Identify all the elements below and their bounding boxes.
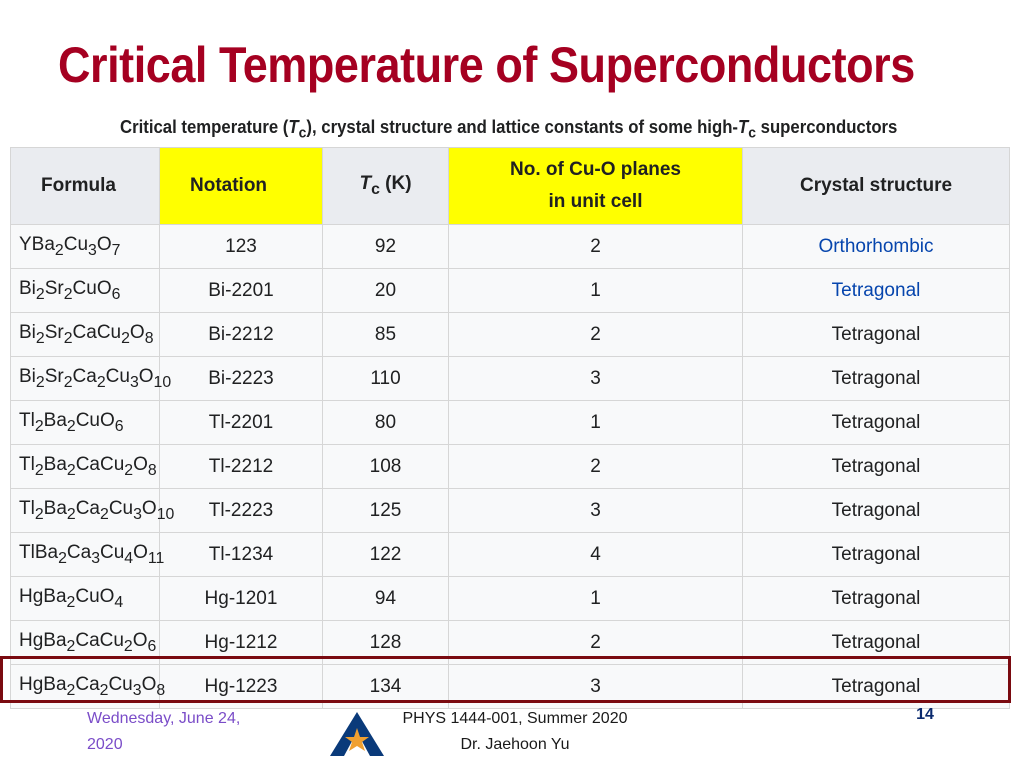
formula-cell: $HgBa_2CaCu_2O_6$ (11, 621, 160, 665)
footer-course-name: PHYS 1444-001, Summer 2020 (402, 710, 628, 727)
planes-cell: 2 (449, 225, 743, 269)
structure-cell: Tetragonal (743, 401, 1010, 445)
notation-cell: Bi-2212 (160, 313, 323, 357)
planes-cell: 3 (449, 665, 743, 709)
table-row (11, 533, 1010, 577)
table-row (11, 269, 1010, 313)
formula-cell: $HgBa_2Ca_2Cu_3O_8$ (11, 665, 160, 709)
university-logo-icon (330, 712, 384, 756)
tc-cell: 122 (323, 533, 449, 577)
notation-cell: 123 (160, 225, 323, 269)
notation-cell: Tl-1234 (160, 533, 323, 577)
structure-cell: Tetragonal (743, 489, 1010, 533)
notation-cell: Hg-1223 (160, 665, 323, 709)
planes-cell: 2 (449, 445, 743, 489)
table-caption: Critical temperature $(T_c)$, crystal structure and lattice constants of some high-$T_c$ superconductors (120, 117, 898, 142)
tc-cell: 128 (323, 621, 449, 665)
notation-cell: Tl-2223 (160, 489, 323, 533)
tc-cell: 125 (323, 489, 449, 533)
table-row (11, 357, 1010, 401)
tc-cell: 110 (323, 357, 449, 401)
tc-cell: 20 (323, 269, 449, 313)
structure-cell: Tetragonal (743, 533, 1010, 577)
tc-cell: 108 (323, 445, 449, 489)
table-row (11, 577, 1010, 621)
header-tc: $T_c$ (K) (323, 148, 449, 225)
planes-cell: 2 (449, 313, 743, 357)
formula-cell: $Bi_2Sr_2CuO_6$ (11, 269, 160, 313)
structure-cell: Tetragonal (743, 357, 1010, 401)
structure-cell: Tetragonal (743, 445, 1010, 489)
formula-cell: $Bi_2Sr_2Ca_2Cu_3O_{10}$ (11, 357, 160, 401)
header-formula: Formula (11, 148, 160, 225)
header-planes: No. of Cu-O planes in unit cell (449, 148, 743, 225)
notation-cell: Hg-1212 (160, 621, 323, 665)
footer-course (390, 706, 640, 758)
planes-cell: 1 (449, 401, 743, 445)
formula-cell: HgBa$_2$CuO$_4$ (11, 577, 160, 621)
page-number: 14 (916, 706, 934, 723)
formula-cell: $Bi_2Sr_2CaCu_2O_8$ (11, 313, 160, 357)
structure-cell: Tetragonal (743, 313, 1010, 357)
structure-cell: Tetragonal (743, 577, 1010, 621)
table-row (11, 445, 1010, 489)
tc-cell: 85 (323, 313, 449, 357)
notation-cell: Bi-2223 (160, 357, 323, 401)
tc-cell: 94 (323, 577, 449, 621)
formula-cell: $TlBa_2Ca_3Cu_4O_{11}$ (11, 533, 160, 577)
notation-cell: Tl-2201 (160, 401, 323, 445)
table-row (11, 401, 1010, 445)
structure-cell[interactable]: Orthorhombic (743, 225, 1010, 269)
footer-instructor: Dr. Jaehoon Yu (460, 736, 570, 753)
table-body (11, 225, 1010, 709)
table-row (11, 621, 1010, 665)
header-notation: Notation (160, 148, 323, 225)
planes-cell: 4 (449, 533, 743, 577)
structure-cell[interactable]: Tetragonal (743, 269, 1010, 313)
table-container (10, 147, 1009, 709)
notation-cell: Tl-2212 (160, 445, 323, 489)
structure-cell: Tetragonal (743, 621, 1010, 665)
table-row (11, 225, 1010, 269)
formula-cell: $Tl_2Ba_2Ca_2Cu_3O_{10}$ (11, 489, 160, 533)
tc-cell: 80 (323, 401, 449, 445)
planes-cell: 3 (449, 357, 743, 401)
planes-cell: 1 (449, 269, 743, 313)
header-structure: Crystal structure (743, 148, 1010, 225)
formula-cell: $Tl_2Ba_2CuO_6$ (11, 401, 160, 445)
structure-cell: Tetragonal (743, 665, 1010, 709)
table-row (11, 313, 1010, 357)
footer-date: Wednesday, June 24, 2020 (87, 710, 241, 753)
tc-cell: 92 (323, 225, 449, 269)
slide-title: Critical Temperature of Superconductors (58, 37, 915, 93)
notation-cell: Hg-1201 (160, 577, 323, 621)
planes-cell: 2 (449, 621, 743, 665)
tc-cell: 134 (323, 665, 449, 709)
table-row (11, 489, 1010, 533)
planes-cell: 1 (449, 577, 743, 621)
formula-cell: $Tl_2Ba_2CaCu_2O_8$ (11, 445, 160, 489)
notation-cell: Bi-2201 (160, 269, 323, 313)
superconductor-table (10, 147, 1010, 709)
formula-cell: $YBa_2Cu_3O_7$ (11, 225, 160, 269)
table-row (11, 665, 1010, 709)
header-row (11, 148, 1010, 225)
planes-cell: 3 (449, 489, 743, 533)
